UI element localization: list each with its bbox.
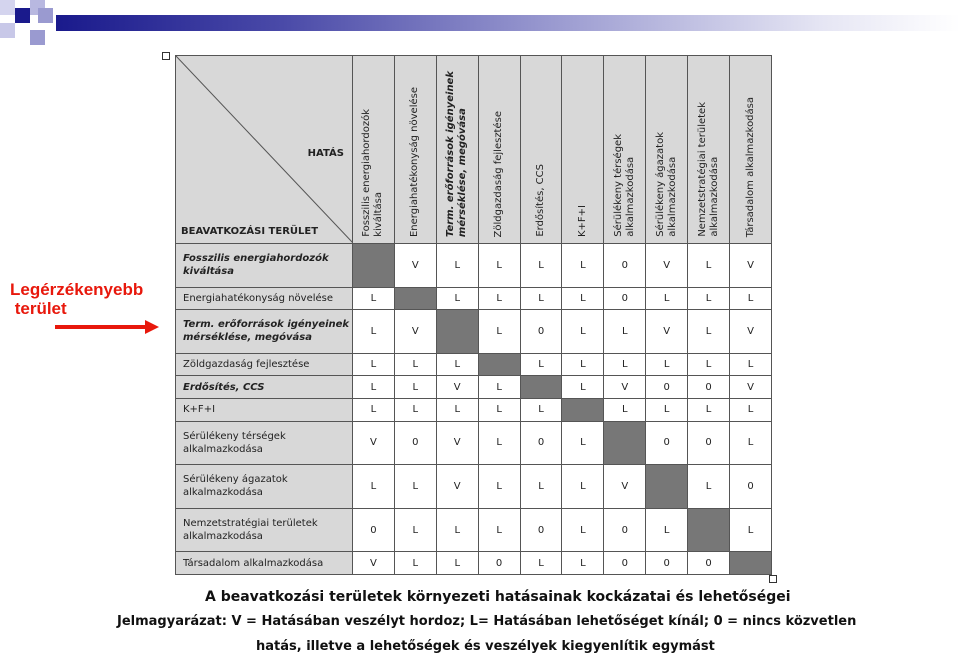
matrix-cell: L <box>394 353 436 376</box>
matrix-cell: L <box>394 508 436 552</box>
column-header-label: Term. erőforrások igényeinek mérséklése, megóvása <box>445 70 469 237</box>
matrix-cell: V <box>436 465 478 509</box>
matrix-cell: L <box>562 244 604 288</box>
matrix-cell: V <box>604 376 646 399</box>
row-header: Erdősítés, CCS <box>176 376 353 399</box>
matrix-cell: 0 <box>520 508 562 552</box>
matrix-cell: 0 <box>646 421 688 465</box>
diagonal-cell <box>730 552 772 575</box>
matrix-cell: 0 <box>688 552 730 575</box>
diagonal-cell <box>394 287 436 310</box>
matrix-cell: V <box>353 552 395 575</box>
matrix-cell: 0 <box>520 310 562 354</box>
matrix-cell: L <box>604 398 646 421</box>
matrix-cell: L <box>730 421 772 465</box>
matrix-cell: L <box>688 353 730 376</box>
legend-line1: Jelmagyarázat: V = Hatásában veszélyt hordoz; L= Hatásában lehetőséget kínál; 0 = nincs közvetlen <box>117 614 857 629</box>
matrix-cell: L <box>562 353 604 376</box>
matrix-cell: L <box>478 287 520 310</box>
diagonal-cell <box>562 398 604 421</box>
matrix-cell: L <box>730 398 772 421</box>
impact-matrix[interactable] <box>175 55 772 575</box>
matrix-cell: L <box>730 508 772 552</box>
table-row <box>176 398 772 421</box>
matrix-cell: 0 <box>646 376 688 399</box>
matrix-cell: L <box>730 353 772 376</box>
matrix-cell: L <box>436 353 478 376</box>
matrix-cell: 0 <box>604 552 646 575</box>
column-header <box>604 56 646 244</box>
matrix-cell: L <box>562 376 604 399</box>
matrix-cell: L <box>562 287 604 310</box>
column-header-label: Energiahatékonyság növelése <box>409 86 421 237</box>
column-header <box>520 56 562 244</box>
matrix-cell: 0 <box>478 552 520 575</box>
matrix-cell: L <box>562 552 604 575</box>
row-header: Sérülékeny ágazatok alkalmazkodása <box>176 465 353 509</box>
matrix-cell: L <box>436 287 478 310</box>
matrix-cell: L <box>646 353 688 376</box>
table-row <box>176 465 772 509</box>
matrix-cell: L <box>604 310 646 354</box>
corner-cell <box>176 56 353 244</box>
matrix-cell: L <box>478 508 520 552</box>
matrix-cell: L <box>520 465 562 509</box>
matrix-cell: L <box>562 310 604 354</box>
matrix-cell: 0 <box>730 465 772 509</box>
table-row <box>176 421 772 465</box>
matrix-cell: L <box>520 552 562 575</box>
impact-axis-label: HATÁS <box>307 148 344 159</box>
column-header-label: Erdősítés, CCS <box>535 164 546 237</box>
row-header: K+F+I <box>176 398 353 421</box>
deco-square <box>15 8 30 23</box>
matrix-cell: L <box>436 244 478 288</box>
matrix-cell: L <box>604 353 646 376</box>
matrix-cell: L <box>562 508 604 552</box>
matrix-cell: L <box>646 398 688 421</box>
column-header <box>730 56 772 244</box>
matrix-cell: 0 <box>604 287 646 310</box>
matrix-cell: L <box>478 376 520 399</box>
side-label-line1: Legérzékenyebb <box>10 280 144 299</box>
matrix-cell: V <box>646 244 688 288</box>
column-header-label: K+F+I <box>576 204 588 237</box>
diagonal-cell <box>688 508 730 552</box>
table-row <box>176 310 772 354</box>
matrix-cell: L <box>730 287 772 310</box>
row-header: Fosszilis energiahordozók kiváltása <box>176 244 353 288</box>
matrix-cell: L <box>688 398 730 421</box>
matrix-cell: 0 <box>688 421 730 465</box>
matrix-cell: L <box>520 244 562 288</box>
matrix-cell: L <box>478 244 520 288</box>
matrix-cell: V <box>604 465 646 509</box>
matrix-cell: V <box>730 244 772 288</box>
matrix-cell: L <box>353 376 395 399</box>
table-row <box>176 353 772 376</box>
column-header-label: Nemzetstratégiai területek alkalmazkodása <box>696 102 720 237</box>
diagonal-cell <box>353 244 395 288</box>
red-arrow-icon <box>55 317 160 337</box>
matrix-body <box>176 244 772 575</box>
impact-matrix-table <box>175 55 772 575</box>
deco-square <box>38 8 53 23</box>
matrix-cell: 0 <box>604 244 646 288</box>
column-header <box>478 56 520 244</box>
matrix-cell: V <box>394 244 436 288</box>
legend-line2: hatás, illetve a lehetőségek és veszélyek kiegyenlítik egymást <box>256 639 715 654</box>
matrix-cell: L <box>353 310 395 354</box>
matrix-cell: L <box>478 421 520 465</box>
diagonal-cell <box>520 376 562 399</box>
matrix-cell: L <box>436 508 478 552</box>
matrix-cell: 0 <box>394 421 436 465</box>
matrix-cell: L <box>688 287 730 310</box>
header-row <box>176 56 772 244</box>
column-header-label: Zöldgazdaság fejlesztése <box>493 110 505 237</box>
selection-handle[interactable] <box>769 575 777 583</box>
row-header: Társadalom alkalmazkodása <box>176 552 353 575</box>
deco-square <box>30 30 45 45</box>
column-header-label: Sérülékeny térségek alkalmazkodása <box>612 134 636 237</box>
matrix-cell: L <box>688 465 730 509</box>
intervention-axis-label: BEAVATKOZÁSI TERÜLET <box>181 226 319 237</box>
matrix-cell: L <box>478 310 520 354</box>
row-header: Term. erőforrások igényeinek mérséklése, megóvása <box>176 310 353 354</box>
matrix-cell: V <box>730 376 772 399</box>
matrix-cell: 0 <box>353 508 395 552</box>
column-header-label: Fosszilis energiahordozók kiváltása <box>361 109 385 237</box>
table-row <box>176 376 772 399</box>
matrix-cell: V <box>353 421 395 465</box>
matrix-cell: L <box>436 398 478 421</box>
selection-handle[interactable] <box>162 52 170 60</box>
diagonal-cell <box>478 353 520 376</box>
row-header: Nemzetstratégiai területek alkalmazkodása <box>176 508 353 552</box>
most-sensitive-area-label <box>10 280 143 318</box>
matrix-cell: V <box>730 310 772 354</box>
matrix-cell: L <box>394 552 436 575</box>
matrix-cell: L <box>520 287 562 310</box>
matrix-cell: L <box>394 398 436 421</box>
matrix-cell: L <box>520 353 562 376</box>
matrix-cell: L <box>646 508 688 552</box>
column-header-label: Sérülékeny ágazatok alkalmazkodása <box>654 132 678 237</box>
matrix-cell: 0 <box>688 376 730 399</box>
title-gradient-bar <box>56 15 960 31</box>
column-header <box>688 56 730 244</box>
matrix-cell: L <box>562 465 604 509</box>
table-row <box>176 244 772 288</box>
row-header: Sérülékeny térségek alkalmazkodása <box>176 421 353 465</box>
matrix-cell: L <box>520 398 562 421</box>
matrix-cell: 0 <box>604 508 646 552</box>
matrix-cell: V <box>646 310 688 354</box>
matrix-cell: L <box>688 244 730 288</box>
deco-square <box>0 0 15 15</box>
table-row <box>176 552 772 575</box>
row-header: Zöldgazdaság fejlesztése <box>176 353 353 376</box>
column-header-label: Társadalom alkalmazkodása <box>744 96 756 237</box>
matrix-cell: L <box>353 465 395 509</box>
diagonal-cell <box>604 421 646 465</box>
side-label-line2: terület <box>10 299 67 318</box>
matrix-cell: 0 <box>646 552 688 575</box>
matrix-cell: V <box>394 310 436 354</box>
matrix-cell: V <box>436 421 478 465</box>
matrix-cell: L <box>688 310 730 354</box>
column-header <box>394 56 436 244</box>
column-header <box>562 56 604 244</box>
deco-square <box>0 23 15 38</box>
matrix-cell: L <box>478 465 520 509</box>
matrix-cell: L <box>646 287 688 310</box>
matrix-cell: 0 <box>520 421 562 465</box>
table-row <box>176 287 772 310</box>
matrix-cell: L <box>394 465 436 509</box>
matrix-cell: L <box>436 552 478 575</box>
diagonal-cell <box>436 310 478 354</box>
diagonal-cell <box>646 465 688 509</box>
matrix-cell: L <box>562 421 604 465</box>
matrix-cell: L <box>353 398 395 421</box>
matrix-cell: V <box>436 376 478 399</box>
matrix-cell: L <box>478 398 520 421</box>
table-row <box>176 508 772 552</box>
column-header <box>353 56 395 244</box>
column-header <box>436 56 478 244</box>
figure-caption: A beavatkozási területek környezeti hatásainak kockázatai és lehetőségei <box>205 589 791 605</box>
matrix-cell: L <box>394 376 436 399</box>
slide-header-decoration <box>0 0 960 46</box>
row-header: Energiahatékonyság növelése <box>176 287 353 310</box>
matrix-cell: L <box>353 287 395 310</box>
matrix-cell: L <box>353 353 395 376</box>
column-header <box>646 56 688 244</box>
